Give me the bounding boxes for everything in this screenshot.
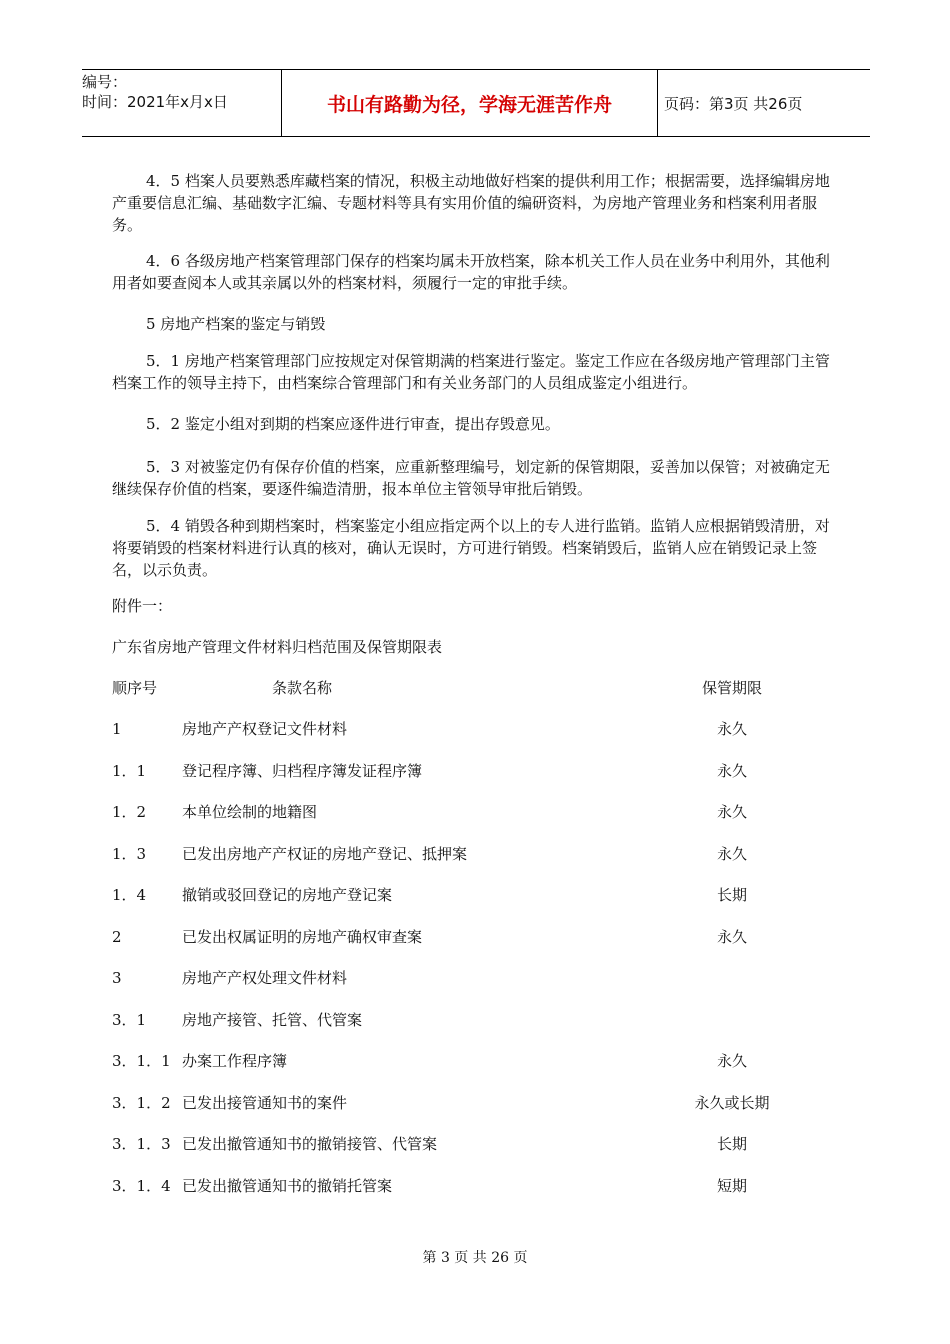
paragraph-5-3: 5．3 对被鉴定仍有保存价值的档案，应重新整理编号，划定新的保管期限，妥善加以保管；对被确定无继续保存价值的档案，要逐件编造清册，报本单位主管领导审批后销毁。 xyxy=(112,458,830,498)
paragraph-4-5: 4．5 档案人员要熟悉库藏档案的情况，积极主动地做好档案的提供利用工作；根据需要，选择编辑房地产重要信息汇编、基础数字汇编、专题材料等具有实用价值的编研资料，为房地产管理业务和档案利用者服务。 xyxy=(112,172,830,234)
row-period: 永久 xyxy=(716,928,747,946)
row-name: 已发出撤管通知书的撤销接管、代管案 xyxy=(182,1135,438,1153)
paragraph-5-4: 5．4 销毁各种到期档案时，档案鉴定小组应指定两个以上的专人进行监销。监销人应根据销毁清册，对将要销毁的档案材料进行认真的核对，确认无误时，方可进行销毁。档案销毁后，监销人应在销毁记录上签名，以示负责。 xyxy=(112,517,830,579)
table-header-row xyxy=(112,677,842,699)
appendix-label: 附件一： xyxy=(112,597,173,615)
table-row xyxy=(112,967,842,989)
table-row xyxy=(112,926,842,948)
row-no: 1 xyxy=(112,720,122,738)
header-page-info: 页码：第3页 共26页 xyxy=(664,94,803,113)
table-row xyxy=(112,760,842,782)
header-no: 顺序号 xyxy=(112,679,158,697)
row-name: 已发出房地产产权证的房地产登记、抵押案 xyxy=(182,845,468,863)
motto: 书山有路勤为径，学海无涯苦作舟 xyxy=(282,70,658,136)
header-name: 条款名称 xyxy=(272,679,333,697)
row-no: 1．1 xyxy=(112,762,147,780)
header-meta xyxy=(82,70,282,136)
row-period: 永久或长期 xyxy=(694,1094,770,1112)
header-period: 保管期限 xyxy=(701,679,762,697)
table-row xyxy=(112,843,842,865)
row-period: 长期 xyxy=(716,886,747,904)
page-header xyxy=(82,69,870,137)
page-footer: 第 3 页 共 26 页 xyxy=(422,1250,528,1266)
row-no: 1．3 xyxy=(112,845,147,863)
date-text: 时间：2021年x月x日 xyxy=(82,93,228,111)
row-name: 房地产产权登记文件材料 xyxy=(182,720,348,738)
row-period: 永久 xyxy=(716,762,747,780)
row-no: 1．2 xyxy=(112,803,147,821)
row-name: 登记程序簿、归档程序簿发证程序簿 xyxy=(182,762,423,780)
row-period: 永久 xyxy=(716,803,747,821)
row-name: 已发出接管通知书的案件 xyxy=(182,1094,348,1112)
row-name: 房地产产权处理文件材料 xyxy=(182,969,348,987)
table-row xyxy=(112,801,842,823)
row-period: 长期 xyxy=(716,1135,747,1153)
row-period: 永久 xyxy=(716,720,747,738)
table-row xyxy=(112,1009,842,1031)
row-no: 3．1．3 xyxy=(112,1135,171,1153)
table-row xyxy=(112,1133,842,1155)
table-row xyxy=(112,718,842,740)
row-no: 3 xyxy=(112,969,122,987)
row-name: 已发出撤管通知书的撤销托管案 xyxy=(182,1177,393,1195)
section-heading-5: 5 房地产档案的鉴定与销毁 xyxy=(146,315,326,333)
row-period: 永久 xyxy=(716,1052,747,1070)
row-period: 短期 xyxy=(716,1177,747,1195)
row-name: 已发出权属证明的房地产确权审查案 xyxy=(182,928,423,946)
table-row xyxy=(112,1050,842,1072)
row-no: 1．4 xyxy=(112,886,147,904)
row-no: 2 xyxy=(112,928,122,946)
paragraph-5-2: 5．2 鉴定小组对到期的档案应逐件进行审查，提出存毁意见。 xyxy=(146,415,560,433)
row-period: 永久 xyxy=(716,845,747,863)
table-row xyxy=(112,1092,842,1114)
row-name: 办案工作程序簿 xyxy=(182,1052,288,1070)
paragraph-4-6: 4．6 各级房地产档案管理部门保存的档案均属未开放档案，除本机关工作人员在业务中利用外，其他利用者如要查阅本人或其亲属以外的档案材料，须履行一定的审批手续。 xyxy=(112,252,830,292)
paragraph-5-1: 5．1 房地产档案管理部门应按规定对保管期满的档案进行鉴定。鉴定工作应在各级房地产管理部门主管档案工作的领导主持下，由档案综合管理部门和有关业务部门的人员组成鉴定小组进行。 xyxy=(112,352,830,392)
appendix-title: 广东省房地产管理文件材料归档范围及保管期限表 xyxy=(112,638,443,656)
serial-label: 编号： xyxy=(82,73,128,91)
row-name: 撤销或驳回登记的房地产登记案 xyxy=(182,886,393,904)
row-no: 3．1．1 xyxy=(112,1052,171,1070)
row-no: 3．1 xyxy=(112,1011,147,1029)
table-row xyxy=(112,884,842,906)
row-no: 3．1．4 xyxy=(112,1177,171,1195)
row-name: 房地产接管、托管、代管案 xyxy=(182,1011,363,1029)
table-row xyxy=(112,1175,842,1197)
row-name: 本单位绘制的地籍图 xyxy=(182,803,318,821)
row-no: 3．1．2 xyxy=(112,1094,171,1112)
